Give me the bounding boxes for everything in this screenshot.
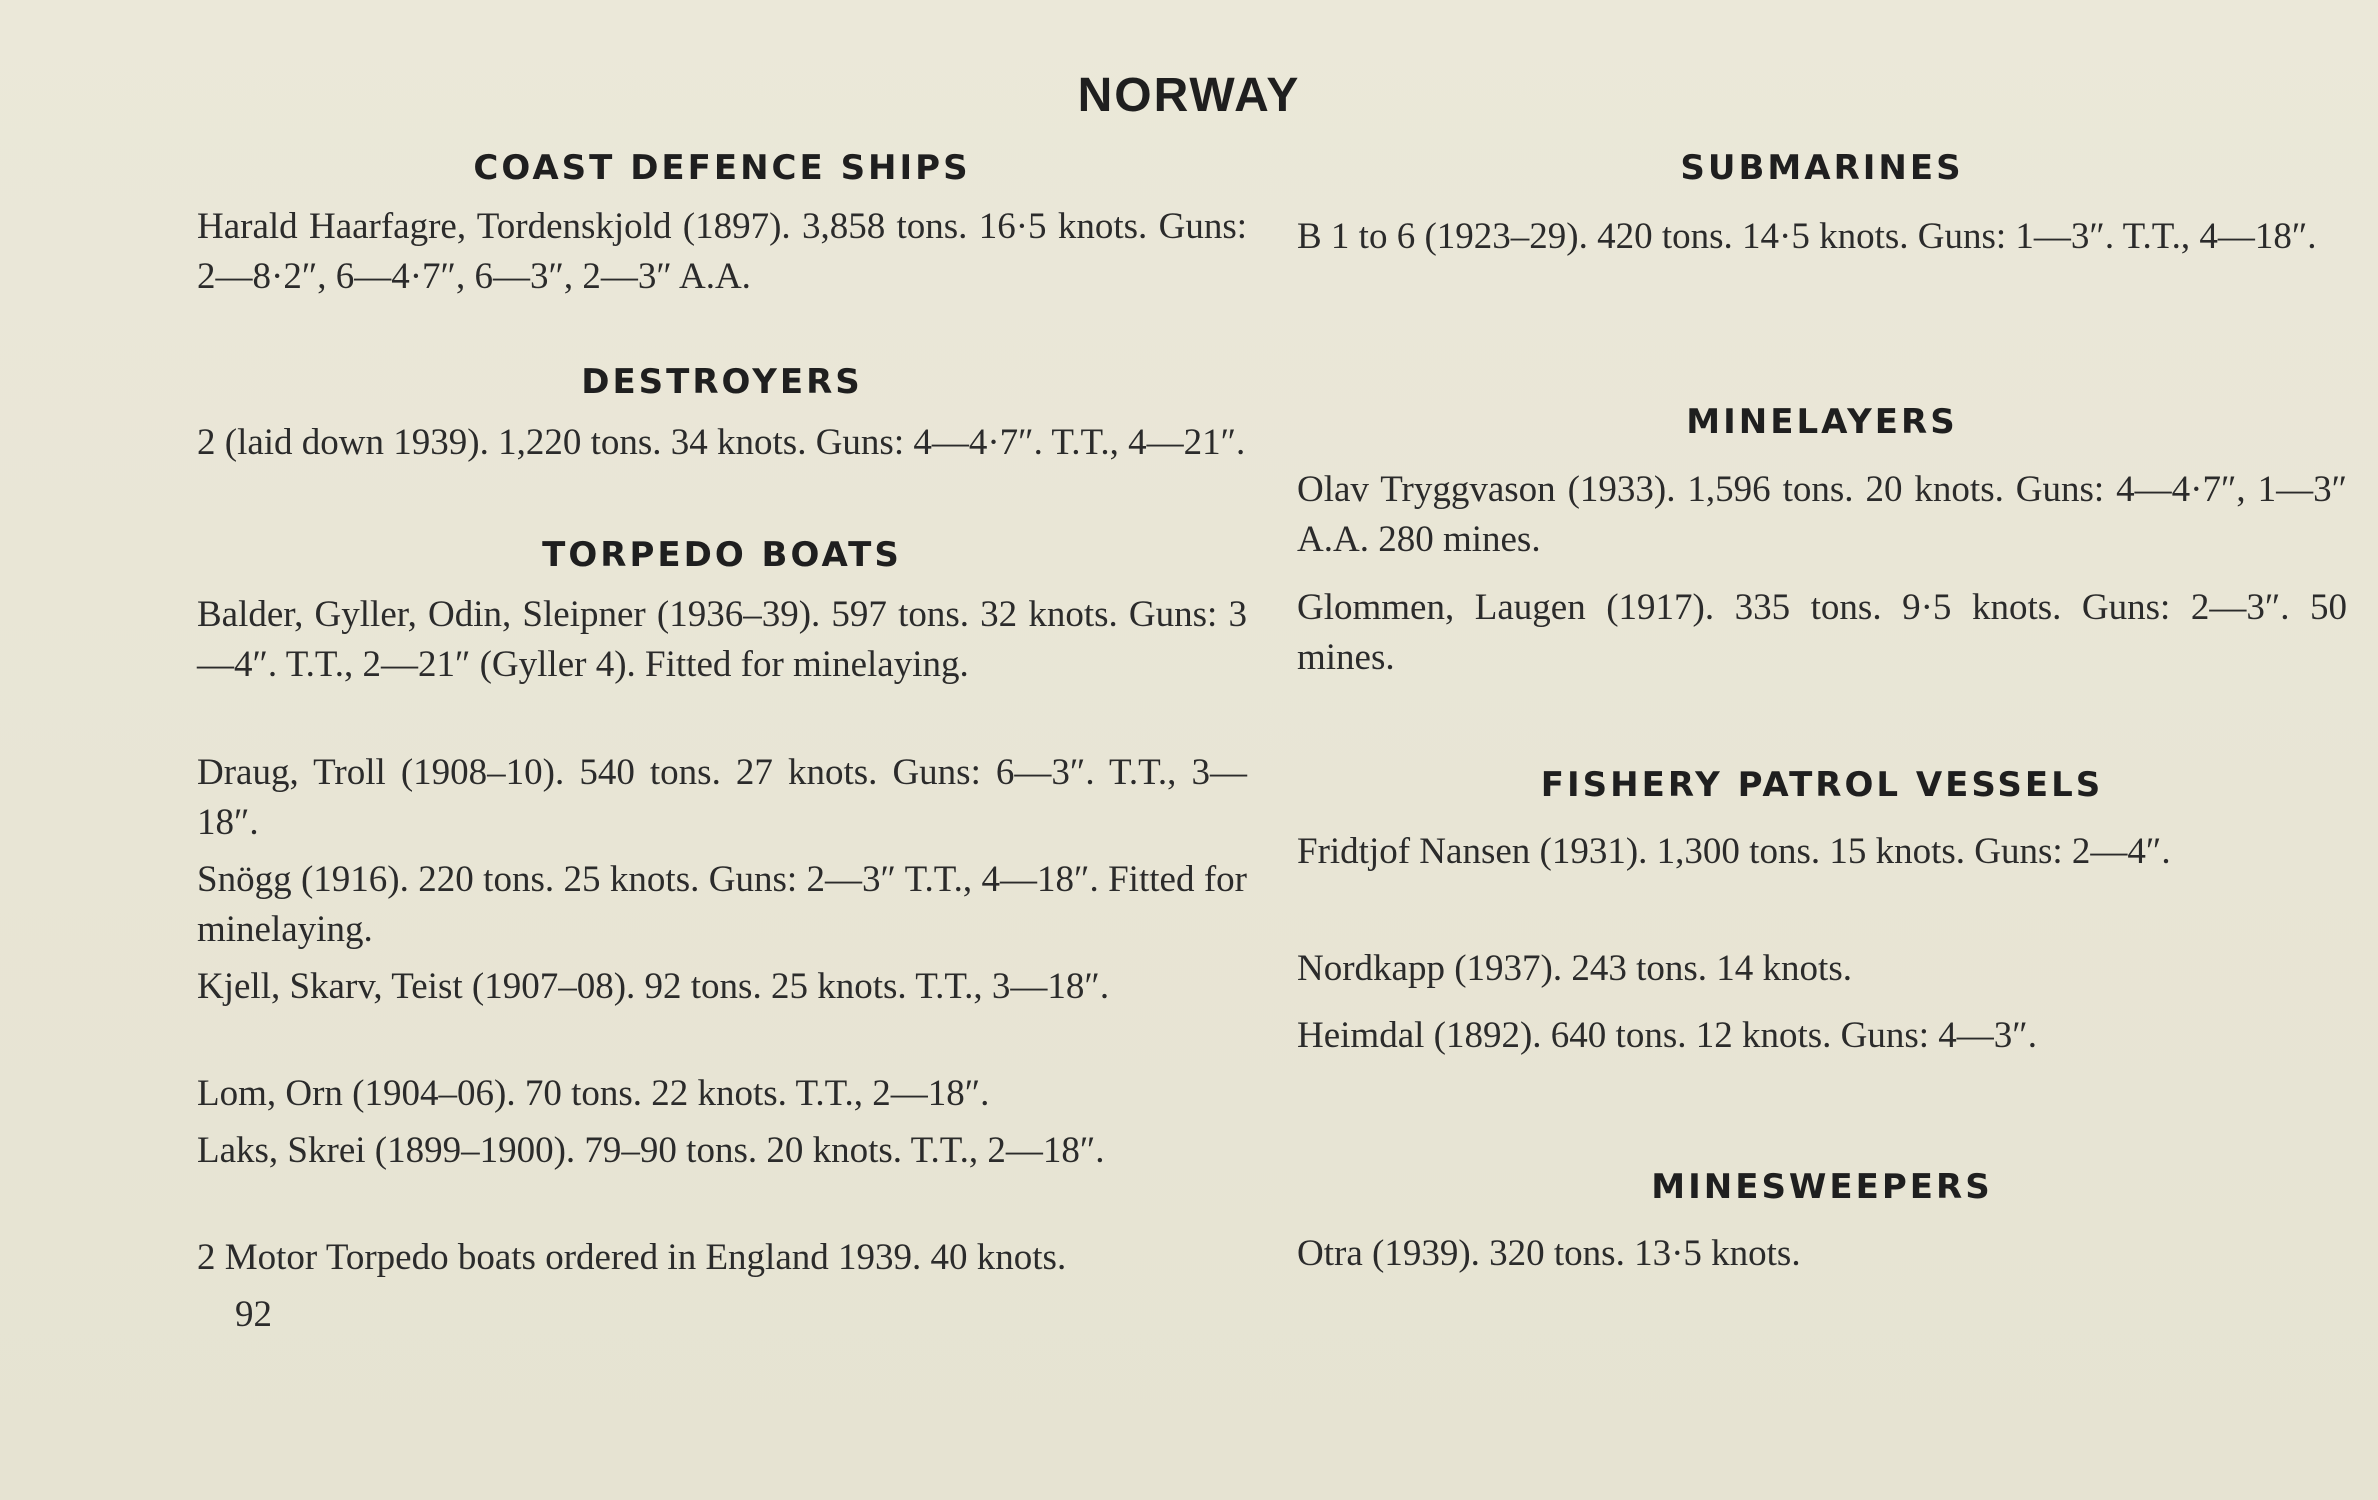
- entry-otra: Otra (1939). 320 tons. 13·5 knots.: [1297, 1233, 1801, 1274]
- entry-harald-haarfagre: Harald Haarfagre, Tordenskjold (1897). 3,858 tons. 16·5 knots. Guns: 2—8·2″, 6—4·7″, 6—3″, 2—3″ A.A.: [197, 206, 1247, 297]
- entry-nordkapp: Nordkapp (1937). 243 tons. 14 knots.: [1297, 948, 1852, 989]
- section-heading-submarines: SUBMARINES: [1680, 148, 1964, 188]
- entry-motor-torpedo-boats: 2 Motor Torpedo boats ordered in England 1939. 40 knots.: [197, 1237, 1067, 1278]
- entry-kjell-skarv-teist: Kjell, Skarv, Teist (1907–08). 92 tons. 25 knots. T.T., 3—18″.: [197, 966, 1110, 1007]
- section-heading-coast-defence-ships: COAST DEFENCE SHIPS: [473, 148, 971, 188]
- section-heading-minelayers: MINELAYERS: [1686, 402, 1958, 442]
- entry-laks-skrei: Laks, Skrei (1899–1900). 79–90 tons. 20 knots. T.T., 2—18″.: [197, 1130, 1105, 1171]
- page-number: 92: [235, 1294, 272, 1335]
- entry-lom-orn: Lom, Orn (1904–06). 70 tons. 22 knots. T.T., 2—18″.: [197, 1073, 990, 1114]
- entry-draug-troll: Draug, Troll (1908–10). 540 tons. 27 knots. Guns: 6—3″. T.T., 3—18″.: [197, 752, 1247, 843]
- section-heading-destroyers: DESTROYERS: [581, 362, 863, 402]
- section-heading-torpedo-boats: TORPEDO BOATS: [542, 535, 902, 575]
- entry-b1-to-6: B 1 to 6 (1923–29). 420 tons. 14·5 knots. Guns: 1—3″. T.T., 4—18″.: [1297, 216, 2317, 257]
- entry-olav-tryggvason: Olav Tryggvason (1933). 1,596 tons. 20 knots. Guns: 4—4·7″, 1—3″ A.A. 280 mines.: [1297, 469, 2347, 560]
- entry-fridtjof-nansen: Fridtjof Nansen (1931). 1,300 tons. 15 knots. Guns: 2—4″.: [1297, 831, 2171, 872]
- section-heading-fishery-patrol-vessels: FISHERY PATROL VESSELS: [1540, 765, 2104, 805]
- entry-snogg: Snögg (1916). 220 tons. 25 knots. Guns: 2—3″ T.T., 4—18″. Fitted for minelaying.: [197, 859, 1247, 950]
- page-title: NORWAY: [1077, 69, 1301, 122]
- entry-balder-class: Balder, Gyller, Odin, Sleipner (1936–39). 597 tons. 32 knots. Guns: 3—4″. T.T., 2—21″ (Gyller 4). Fitted for minelaying.: [197, 594, 1247, 685]
- entry-glommen-laugen: Glommen, Laugen (1917). 335 tons. 9·5 knots. Guns: 2—3″. 50 mines.: [1297, 587, 2347, 678]
- section-heading-minesweepers: MINESWEEPERS: [1651, 1167, 1993, 1207]
- entry-heimdal: Heimdal (1892). 640 tons. 12 knots. Guns: 4—3″.: [1297, 1015, 2037, 1056]
- entry-destroyers-1939: 2 (laid down 1939). 1,220 tons. 34 knots. Guns: 4—4·7″. T.T., 4—21″.: [197, 422, 1246, 463]
